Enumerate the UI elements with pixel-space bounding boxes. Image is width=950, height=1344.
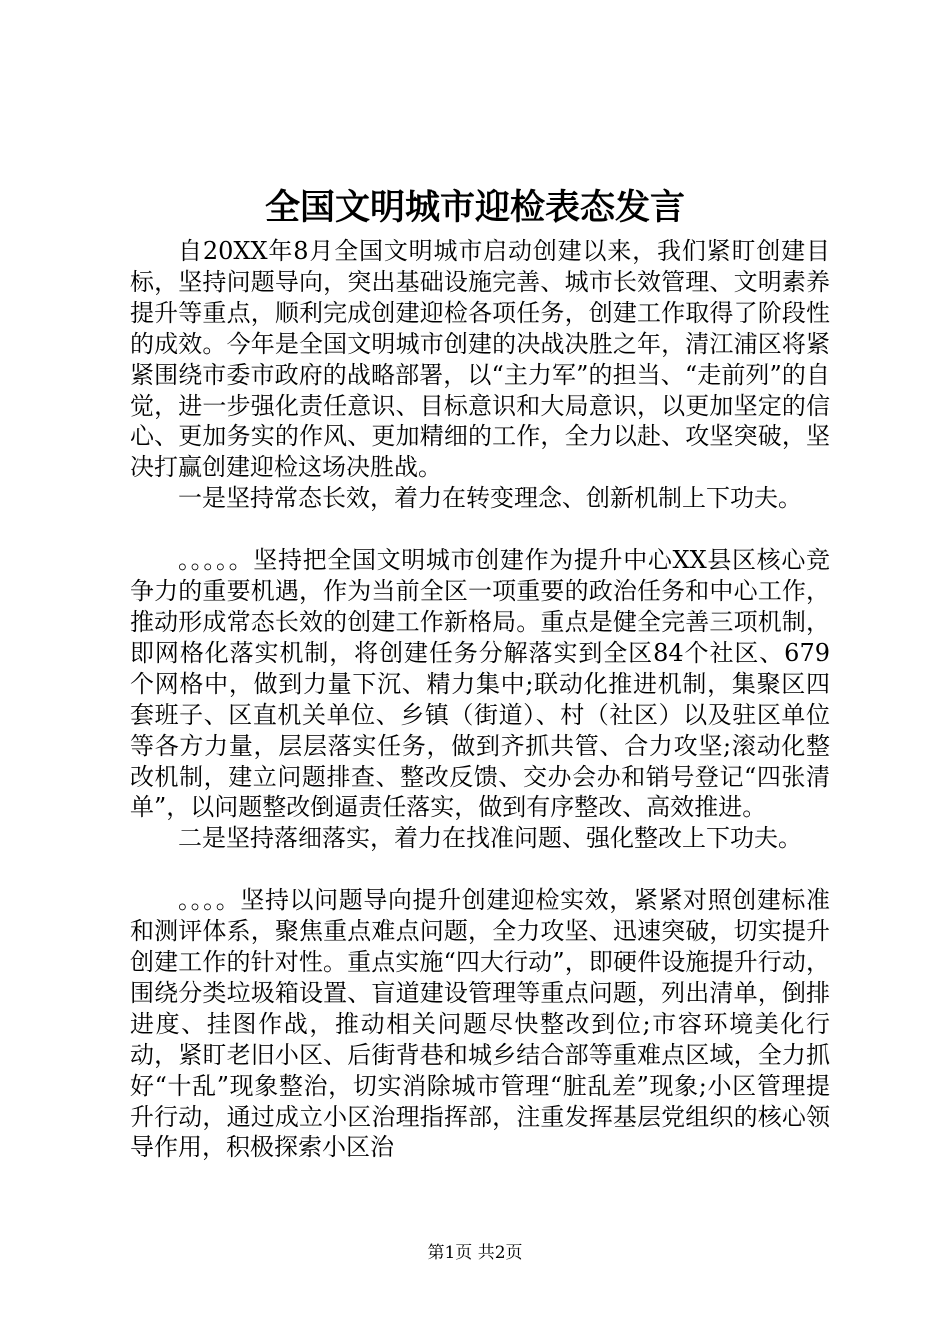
- section-two-paragraph: 。。。。坚持以问题导向提升创建迎检实效，紧紧对照创建标准和测评体系，聚焦重点难点问题，全力攻坚、迅速突破，切实提升创建工作的针对性。重点实施“四大行动”，即硬件设施提升行动，围绕分类垃圾箱设置、盲道建设管理等重点问题，列出清单，倒排进度、挂图作战，推动相关问题尽快整改到位;市容环境美化行动，紧盯老旧小区、后街背巷和城乡结合部等重难点区域，全力抓好“十乱”现象整治，切实消除城市管理“脏乱差”现象;小区管理提升行动，通过成立小区治理指挥部，注重发挥基层党组织的核心领导作用，积极探索小区治: [130, 886, 830, 1162]
- section-one-paragraph: 。。。。。坚持把全国文明城市创建作为提升中心XX县区核心竞争力的重要机遇，作为当前全区一项重要的政治任务和中心工作，推动形成常态长效的创建工作新格局。重点是健全完善三项机制，即网格化落实机制，将创建任务分解落实到全区84个社区、679个网格中，做到力量下沉、精力集中;联动化推进机制，集聚区四套班子、区直机关单位、乡镇（街道）、村（社区）以及驻区单位等各方力量，层层落实任务，做到齐抓共管、合力攻坚;滚动化整改机制，建立问题排查、整改反馈、交办会办和销号登记“四张清单”，以问题整改倒逼责任落实，做到有序整改、高效推进。: [130, 546, 830, 822]
- section-heading-one: 一是坚持常态长效，着力在转变理念、创新机制上下功夫。: [178, 484, 802, 513]
- intro-paragraph: 自20XX年8月全国文明城市启动创建以来，我们紧盯创建目标，坚持问题导向，突出基础设施完善、城市长效管理、文明素养提升等重点，顺利完成创建迎检各项任务，创建工作取得了阶段性的成效。今年是全国文明城市创建的决战决胜之年，清江浦区将紧紧围绕市委市政府的战略部署，以“主力军”的担当、“走前列”的自觉，进一步强化责任意识、目标意识和大局意识，以更加坚定的信心、更加务实的作风、更加精细的工作，全力以赴、攻坚突破，坚决打赢创建迎检这场决胜战。: [130, 237, 830, 482]
- section-heading-two: 二是坚持落细落实，着力在找准问题、强化整改上下功夫。: [178, 824, 802, 853]
- paragraph-gap: [130, 514, 830, 545]
- document-body: [130, 236, 830, 1163]
- paragraph-gap: [130, 854, 830, 885]
- page-footer: 第1页 共2页: [427, 1243, 523, 1263]
- document-title: 全国文明城市迎检表态发言: [264, 188, 685, 228]
